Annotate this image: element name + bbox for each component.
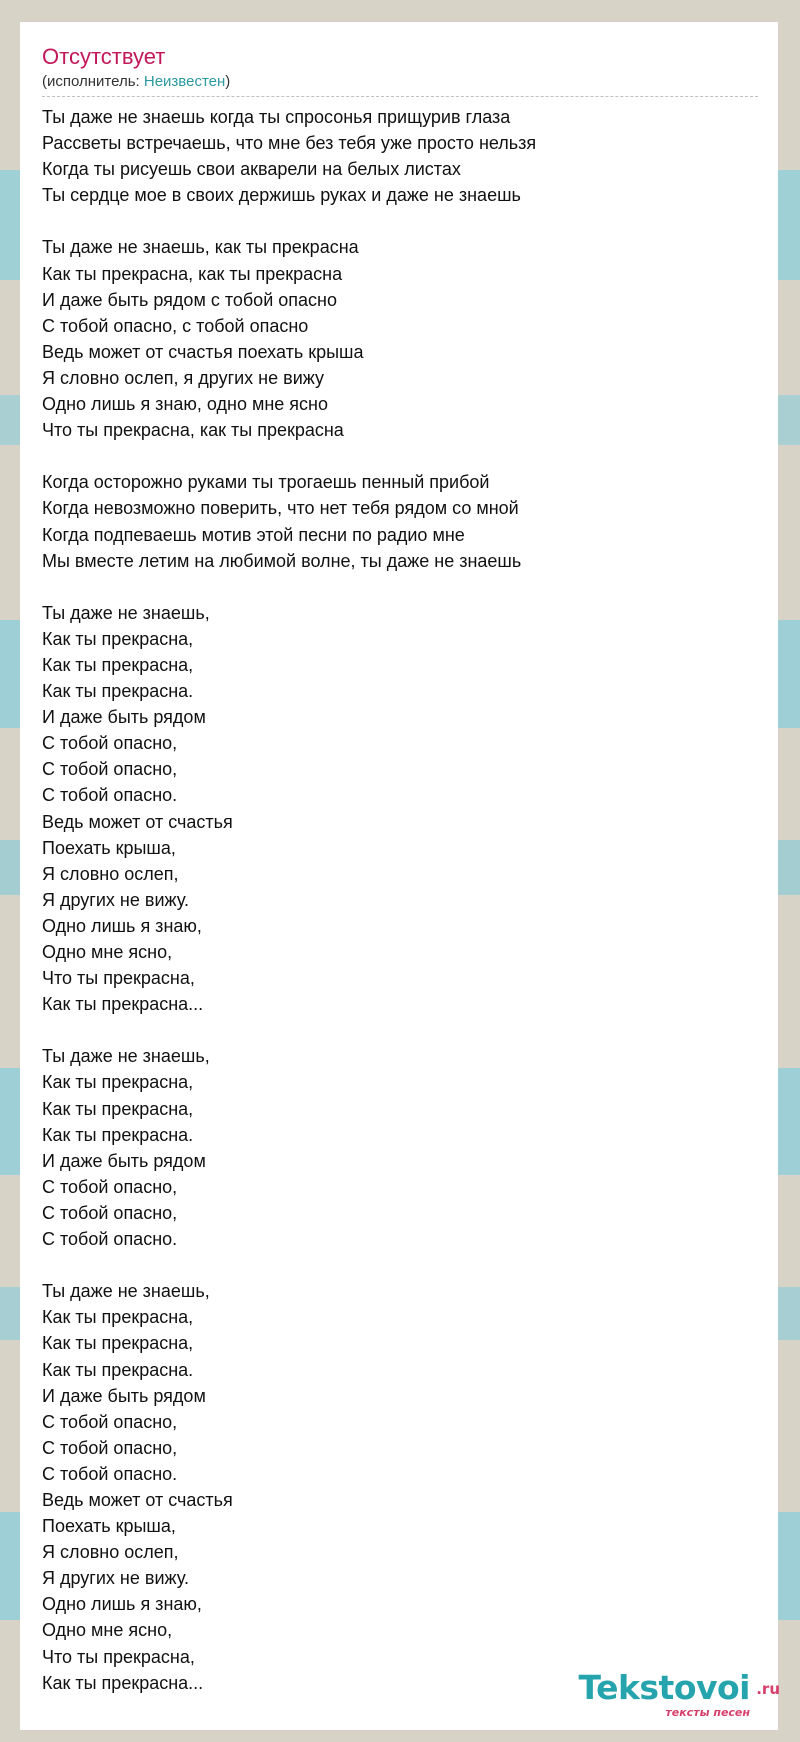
lyric-line: Ведь может от счастья bbox=[42, 1489, 233, 1510]
logo-domain: .ru bbox=[756, 1680, 780, 1698]
lyric-line: Когда подпеваешь мотив этой песни по радио мне bbox=[42, 524, 465, 545]
lyrics-card bbox=[20, 22, 778, 1730]
lyrics-text bbox=[42, 104, 758, 1696]
lyric-line: Я словно ослеп, bbox=[42, 863, 179, 884]
lyric-line: Как ты прекрасна, bbox=[42, 1333, 194, 1354]
stanza-break bbox=[42, 1252, 758, 1278]
lyric-line: Одно лишь я знаю, bbox=[42, 1594, 202, 1615]
lyric-line: С тобой опасно, bbox=[42, 1437, 178, 1458]
lyric-line: Я других не вижу. bbox=[42, 889, 189, 910]
stanza-break bbox=[42, 208, 758, 234]
lyric-line: Ты даже не знаешь, как ты прекрасна bbox=[42, 237, 359, 258]
lyric-line: Что ты прекрасна, как ты прекрасна bbox=[42, 420, 344, 441]
lyric-line: Что ты прекрасна, bbox=[42, 968, 195, 989]
lyric-line: С тобой опасно, bbox=[42, 759, 178, 780]
lyric-line: Ты даже не знаешь когда ты спросонья прищурив глаза bbox=[42, 107, 511, 127]
lyric-line: Как ты прекрасна. bbox=[42, 1359, 194, 1380]
artist-link[interactable]: Неизвестен bbox=[143, 73, 226, 90]
song-title: Отсутствует bbox=[42, 44, 166, 69]
stanza-break bbox=[42, 574, 758, 600]
lyric-line: Как ты прекрасна, как ты прекрасна bbox=[42, 263, 343, 284]
lyric-line: Ты сердце мое в своих держишь руках и даже не знаешь bbox=[42, 185, 521, 206]
artist-prefix: (исполнитель: bbox=[42, 73, 144, 90]
lyric-line: Я словно ослеп, я других не вижу bbox=[42, 367, 324, 388]
lyric-line: Ведь может от счастья поехать крыша bbox=[42, 341, 364, 362]
lyric-line: С тобой опасно, bbox=[42, 1202, 178, 1223]
lyric-line: Поехать крыша, bbox=[42, 837, 176, 858]
lyric-line: Как ты прекрасна, bbox=[42, 1072, 194, 1093]
lyric-line: Поехать крыша, bbox=[42, 1516, 176, 1537]
lyric-line: Рассветы встречаешь, что мне без тебя уже просто нельзя bbox=[42, 133, 537, 154]
lyric-line: Как ты прекрасна, bbox=[42, 654, 194, 675]
lyric-line: Как ты прекрасна, bbox=[42, 628, 194, 649]
lyric-line: И даже быть рядом bbox=[42, 1385, 206, 1406]
lyric-line: С тобой опасно. bbox=[42, 1463, 178, 1484]
lyric-line: Одно лишь я знаю, bbox=[42, 915, 202, 936]
lyric-line: И даже быть рядом с тобой опасно bbox=[42, 289, 337, 310]
lyric-line: Ты даже не знаешь, bbox=[42, 1046, 210, 1067]
tekstovoi-logo[interactable] bbox=[560, 1666, 780, 1728]
logo-wordmark: Tekstovoi bbox=[578, 1668, 750, 1707]
lyric-line: С тобой опасно, с тобой опасно bbox=[42, 315, 309, 336]
lyric-line: И даже быть рядом bbox=[42, 707, 206, 728]
lyric-line: Ведь может от счастья bbox=[42, 811, 233, 832]
stanza-break bbox=[42, 443, 758, 469]
lyric-line: С тобой опасно. bbox=[42, 1229, 178, 1250]
lyric-line: Одно лишь я знаю, одно мне ясно bbox=[42, 394, 328, 415]
lyric-line: С тобой опасно, bbox=[42, 1411, 178, 1432]
lyric-line: С тобой опасно. bbox=[42, 785, 178, 806]
lyric-line: Что ты прекрасна, bbox=[42, 1646, 195, 1667]
lyric-line: Как ты прекрасна, bbox=[42, 1098, 194, 1119]
lyric-line: Мы вместе летим на любимой волне, ты даже не знаешь bbox=[42, 550, 522, 571]
artist-line bbox=[42, 72, 230, 92]
lyric-line: С тобой опасно, bbox=[42, 1176, 178, 1197]
lyric-line: Ты даже не знаешь, bbox=[42, 1281, 210, 1302]
lyric-line: Одно мне ясно, bbox=[42, 1620, 173, 1641]
lyric-line: Я словно ослеп, bbox=[42, 1542, 179, 1563]
dashed-divider bbox=[42, 96, 758, 97]
stanza-break bbox=[42, 1017, 758, 1043]
logo-tagline: тексты песен bbox=[665, 1706, 750, 1719]
lyric-line: Как ты прекрасна... bbox=[42, 994, 204, 1015]
lyric-line: Ты даже не знаешь, bbox=[42, 602, 210, 623]
lyric-line: Я других не вижу. bbox=[42, 1568, 189, 1589]
lyric-line: Когда невозможно поверить, что нет тебя рядом со мной bbox=[42, 498, 519, 519]
lyric-line: Как ты прекрасна... bbox=[42, 1672, 204, 1693]
artist-suffix: ) bbox=[225, 73, 231, 90]
lyric-line: Как ты прекрасна. bbox=[42, 681, 194, 702]
lyric-line: Как ты прекрасна, bbox=[42, 1307, 194, 1328]
lyric-line: Когда осторожно руками ты трогаешь пенный прибой bbox=[42, 472, 490, 493]
lyric-line: Когда ты рисуешь свои акварели на белых листах bbox=[42, 159, 461, 180]
lyric-line: С тобой опасно, bbox=[42, 733, 178, 754]
lyric-line: И даже быть рядом bbox=[42, 1150, 206, 1171]
lyric-line: Как ты прекрасна. bbox=[42, 1124, 194, 1145]
lyric-line: Одно мне ясно, bbox=[42, 942, 173, 962]
